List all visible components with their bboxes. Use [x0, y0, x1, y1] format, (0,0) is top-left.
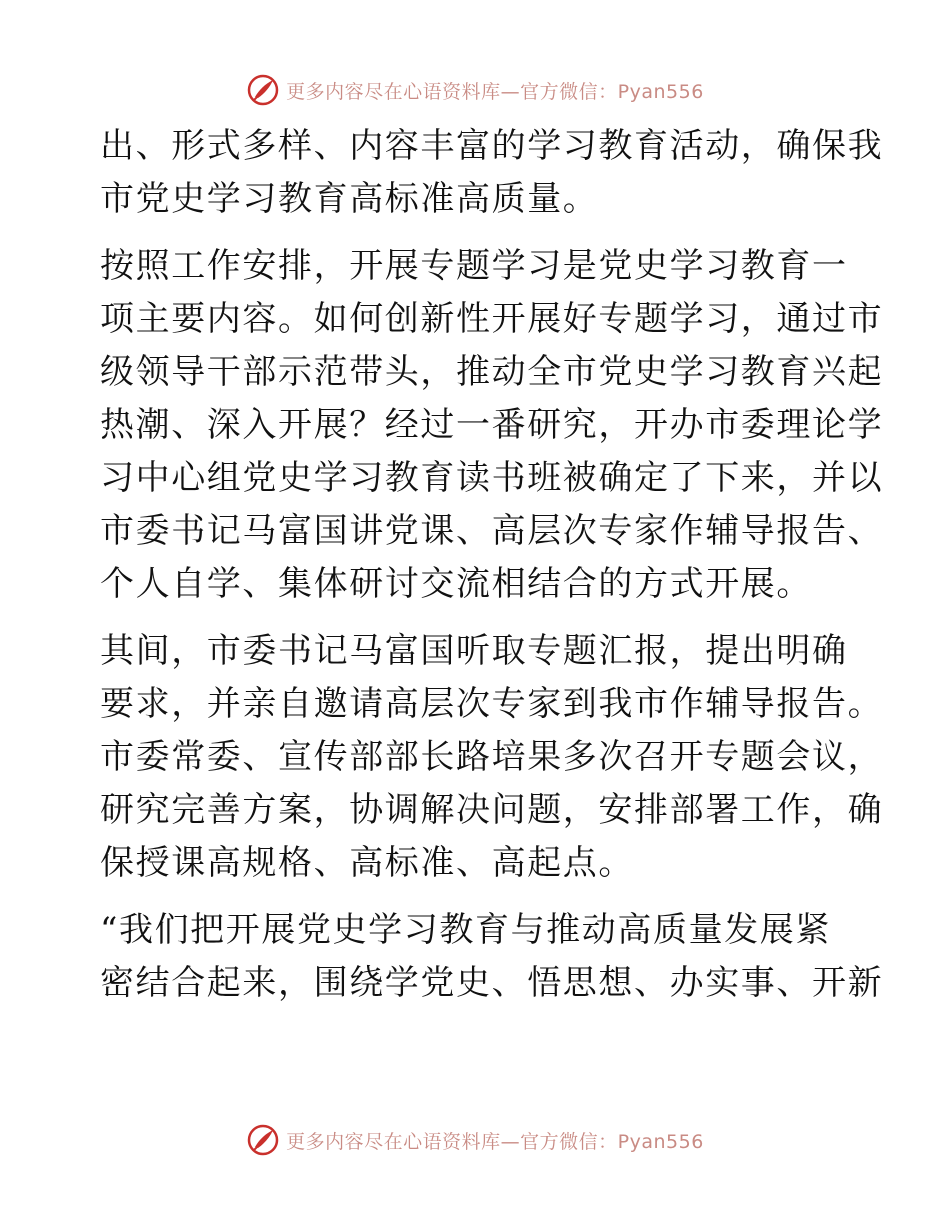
- text-line: 市委常委、宣传部部长路培果多次召开专题会议，: [100, 737, 884, 777]
- text-line: 其间，市委书记马富国听取专题汇报，提出明确: [100, 631, 848, 671]
- text-line: 热潮、深入开展？经过一番研究，开办市委理论学: [100, 405, 884, 445]
- quill-seal-icon: [246, 73, 280, 107]
- watermark-text: 更多内容尽在心语资料库—官方微信：Pyan556: [286, 1130, 704, 1153]
- text-line: 保授课高规格、高标准、高起点。: [100, 843, 634, 883]
- footer-watermark: [0, 1120, 950, 1160]
- text-line: 出、形式多样、内容丰富的学习教育活动，确保我: [100, 126, 884, 166]
- header-watermark: [0, 70, 950, 110]
- text-line: 市党史学习教育高标准高质量。: [100, 179, 599, 219]
- text-line: 个人自学、集体研讨交流相结合的方式开展。: [100, 564, 812, 604]
- text-line: 要求，并亲自邀请高层次专家到我市作辅导报告。: [100, 684, 884, 724]
- document-body: [100, 120, 884, 1010]
- text-line: 密结合起来，围绕学党史、悟思想、办实事、开新: [100, 963, 884, 1003]
- paragraph: [100, 120, 884, 226]
- watermark-text: 更多内容尽在心语资料库—官方微信：Pyan556: [286, 80, 704, 103]
- paragraph: [100, 240, 884, 611]
- text-line: 习中心组党史学习教育读书班被确定了下来，并以: [100, 458, 884, 498]
- text-line: 研究完善方案，协调解决问题，安排部署工作，确: [100, 790, 884, 830]
- text-line: “我们把开展党史学习教育与推动高质量发展紧: [100, 910, 831, 950]
- text-line: 项主要内容。如何创新性开展好专题学习，通过市: [100, 299, 884, 339]
- quill-seal-icon: [246, 1123, 280, 1157]
- text-line: 按照工作安排，开展专题学习是党史学习教育一: [100, 246, 848, 286]
- text-line: 市委书记马富国讲党课、高层次专家作辅导报告、: [100, 511, 884, 551]
- paragraph: [100, 904, 884, 1010]
- paragraph: [100, 625, 884, 890]
- text-line: 级领导干部示范带头，推动全市党史学习教育兴起: [100, 352, 884, 392]
